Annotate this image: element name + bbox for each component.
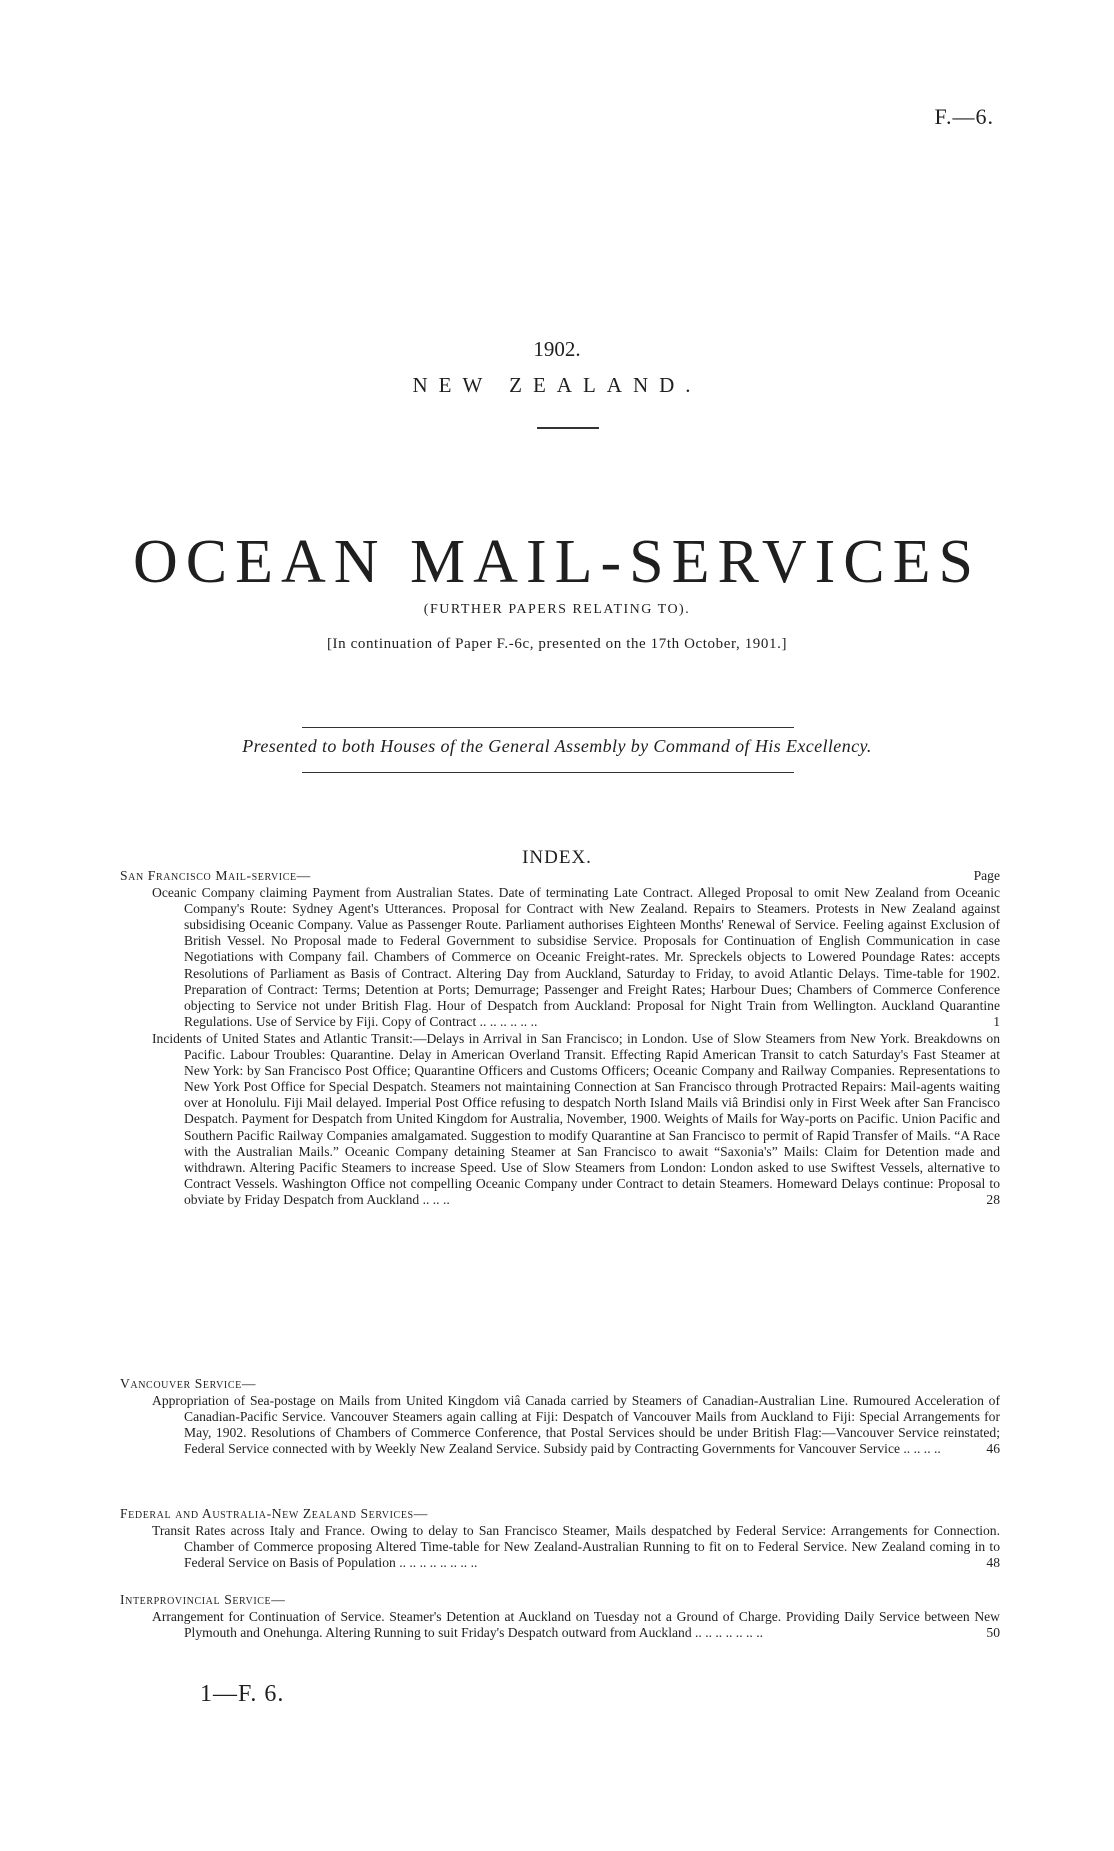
entry-page-number: 28 (986, 1191, 1000, 1207)
index-entry (120, 1031, 1000, 1208)
index-entry (120, 1609, 1000, 1641)
presented-top-rule (302, 727, 794, 728)
section-heading: Federal and Australia-New Zealand Services— (120, 1506, 428, 1521)
index-heading: INDEX. (522, 847, 592, 868)
country-heading: NEW ZEALAND. (412, 373, 702, 397)
entry-page-number: 50 (986, 1625, 1000, 1641)
entry-page-number: 48 (986, 1555, 1000, 1571)
index-entry (120, 1393, 1000, 1457)
entry-text: Appropriation of Sea-postage on Mails from United Kingdom viâ Canada carried by Steamers of Canadian-Australian Line. Rumoured Acceleration of Canadian-Pacific Service. Vancouver Steamers again calling at Fiji: Despatch of Vancouver Mails from Auckland to Fiji: Special Arrangements for May, 1902. Resolutions of Chambers of Commerce Conference, that Postal Services should be under British Flag:—Vancouver Service reinstated; Federal Service connected with by Weekly New Zealand Service. Subsidy paid by Contracting Governments for Vancouver Service .. .. .. .. (152, 1393, 1000, 1457)
entry-text: Incidents of United States and Atlantic Transit:—Delays in Arrival in San Francisco; in London. Use of Slow Steamers from New York. Breakdowns on Pacific. Labour Troubles: Quarantine. Delay in American Overland Transit. Effecting Rapid American Transit to catch Saturday's Fast Steamer at New York: by San Francisco Post Office; Quarantine Officers and Customs Officers; Oceanic Company and Railway Companies. Representations to New York Post Office for Special Despatch. Steamers not maintaining Connection at San Francisco through Protracted Repairs: Mail-agents waiting over at Honolulu. Fiji Mail delayed. Imperial Post Office refusing to despatch North Island Mails viâ Brindisi only in First Week after San Francisco Despatch. Payment for Despatch from United Kingdom for Australia, November, 1900. Weights of Mails for Way-ports on Pacific. Union Pacific and Southern Pacific Railway Companies amalgamated. Suggestion to modify Quarantine at San Francisco to permit of Rapid Transfer of Mails. “A Race with the Australian Mails.” Oceanic Company detaining Steamer at San Francisco to await “Saxonia's” Mails: Claim for Detention made and withdrawn. Altering Pacific Steamers to increase Speed. Use of Slow Steamers from London: London asked to use Swiftest Vessels, alternative to Contract Vessels. Washington Office not compelling Oceanic Company under Contract to detain Steamers. Homeward Delays continue: Proposal to obviate by Friday Despatch from Auckland .. .. .. (152, 1030, 1000, 1207)
subtitle: (FURTHER PAPERS RELATING TO). (423, 602, 691, 617)
publication-year: 1902. (533, 337, 581, 361)
section-heading: San Francisco Mail-service— (120, 868, 311, 883)
entry-page-number: 46 (986, 1441, 1000, 1457)
entry-text: Transit Rates across Italy and France. Owing to delay to San Francisco Steamer, Mails despatched by Federal Service: Arrangements for Connection. Chamber of Commerce proposing Altered Time-table for New Zealand-Australian Running to fit on to Federal Service. New Zealand coming in to Federal Service on Basis of Population .. .. .. .. .. .. .. .. (152, 1523, 1000, 1571)
page-column-label: Page (973, 868, 1000, 883)
index-section-san-francisco (120, 868, 1000, 1208)
entry-text: Oceanic Company claiming Payment from Australian States. Date of terminating Late Contract. Alleged Proposal to omit New Zealand from Oceanic Company's Route: Sydney Agent's Utterances. Proposal for Contract with New Zealand. Repairs to Steamers. Protests in New Zealand against subsidising Oceanic Company. Value as Passenger Route. Parliament authorises Eighteen Months' Renewal of Service. Feeling against Exclusion of British Vessel. No Proposal made to Federal Government to subsidise Service. Proposals for Continuation of English Communication in case Negotiations with Company fail. Chambers of Commerce on Oceanic Freight-rates. Mr. Spreckels objects to Lowered Poundage Rates: accepts Resolutions of Parliament as Basis of Contract. Altering Day from Auckland, Saturday to Friday, to avoid Atlantic Delays. Time-table for 1902. Preparation of Contract: Terms; Detention at Ports; Demurrage; Passenger and Freight Rates; Harbour Dues; Chambers of Commerce Conference objecting to Service not under British Flag. Hour of Despatch from Auckland: Proposal for Night Train from Wellington. Auckland Quarantine Regulations. Use of Service by Fiji. Copy of Contract .. .. .. .. .. .. (152, 885, 1000, 1029)
section-heading: Interprovincial Service— (120, 1592, 286, 1607)
presented-statement: Presented to both Houses of the General Assembly by Command of His Excellency. (242, 736, 872, 756)
index-section-vancouver (120, 1376, 1000, 1457)
entry-page-number: 1 (993, 1013, 1000, 1029)
short-divider (537, 427, 599, 429)
document-code: F.—6. (934, 104, 994, 129)
section-heading: Vancouver Service— (120, 1376, 257, 1391)
index-entry (120, 1523, 1000, 1571)
index-section-interprovincial (120, 1592, 1000, 1641)
continuation-note: [In continuation of Paper F.-6c, presented on the 17th October, 1901.] (326, 636, 788, 652)
main-title: OCEAN MAIL-SERVICES (133, 528, 981, 596)
index-entry (120, 885, 1000, 1030)
presented-bottom-rule (302, 772, 794, 773)
index-section-federal (120, 1506, 1000, 1571)
footer-signature: 1—F. 6. (200, 1681, 285, 1707)
entry-text: Arrangement for Continuation of Service. Steamer's Detention at Auckland on Tuesday not a Ground of Charge. Providing Daily Service between New Plymouth and Onehunga. Altering Running to suit Friday's Despatch outward from Auckland .. .. .. .. .. .. .. (152, 1609, 1000, 1641)
